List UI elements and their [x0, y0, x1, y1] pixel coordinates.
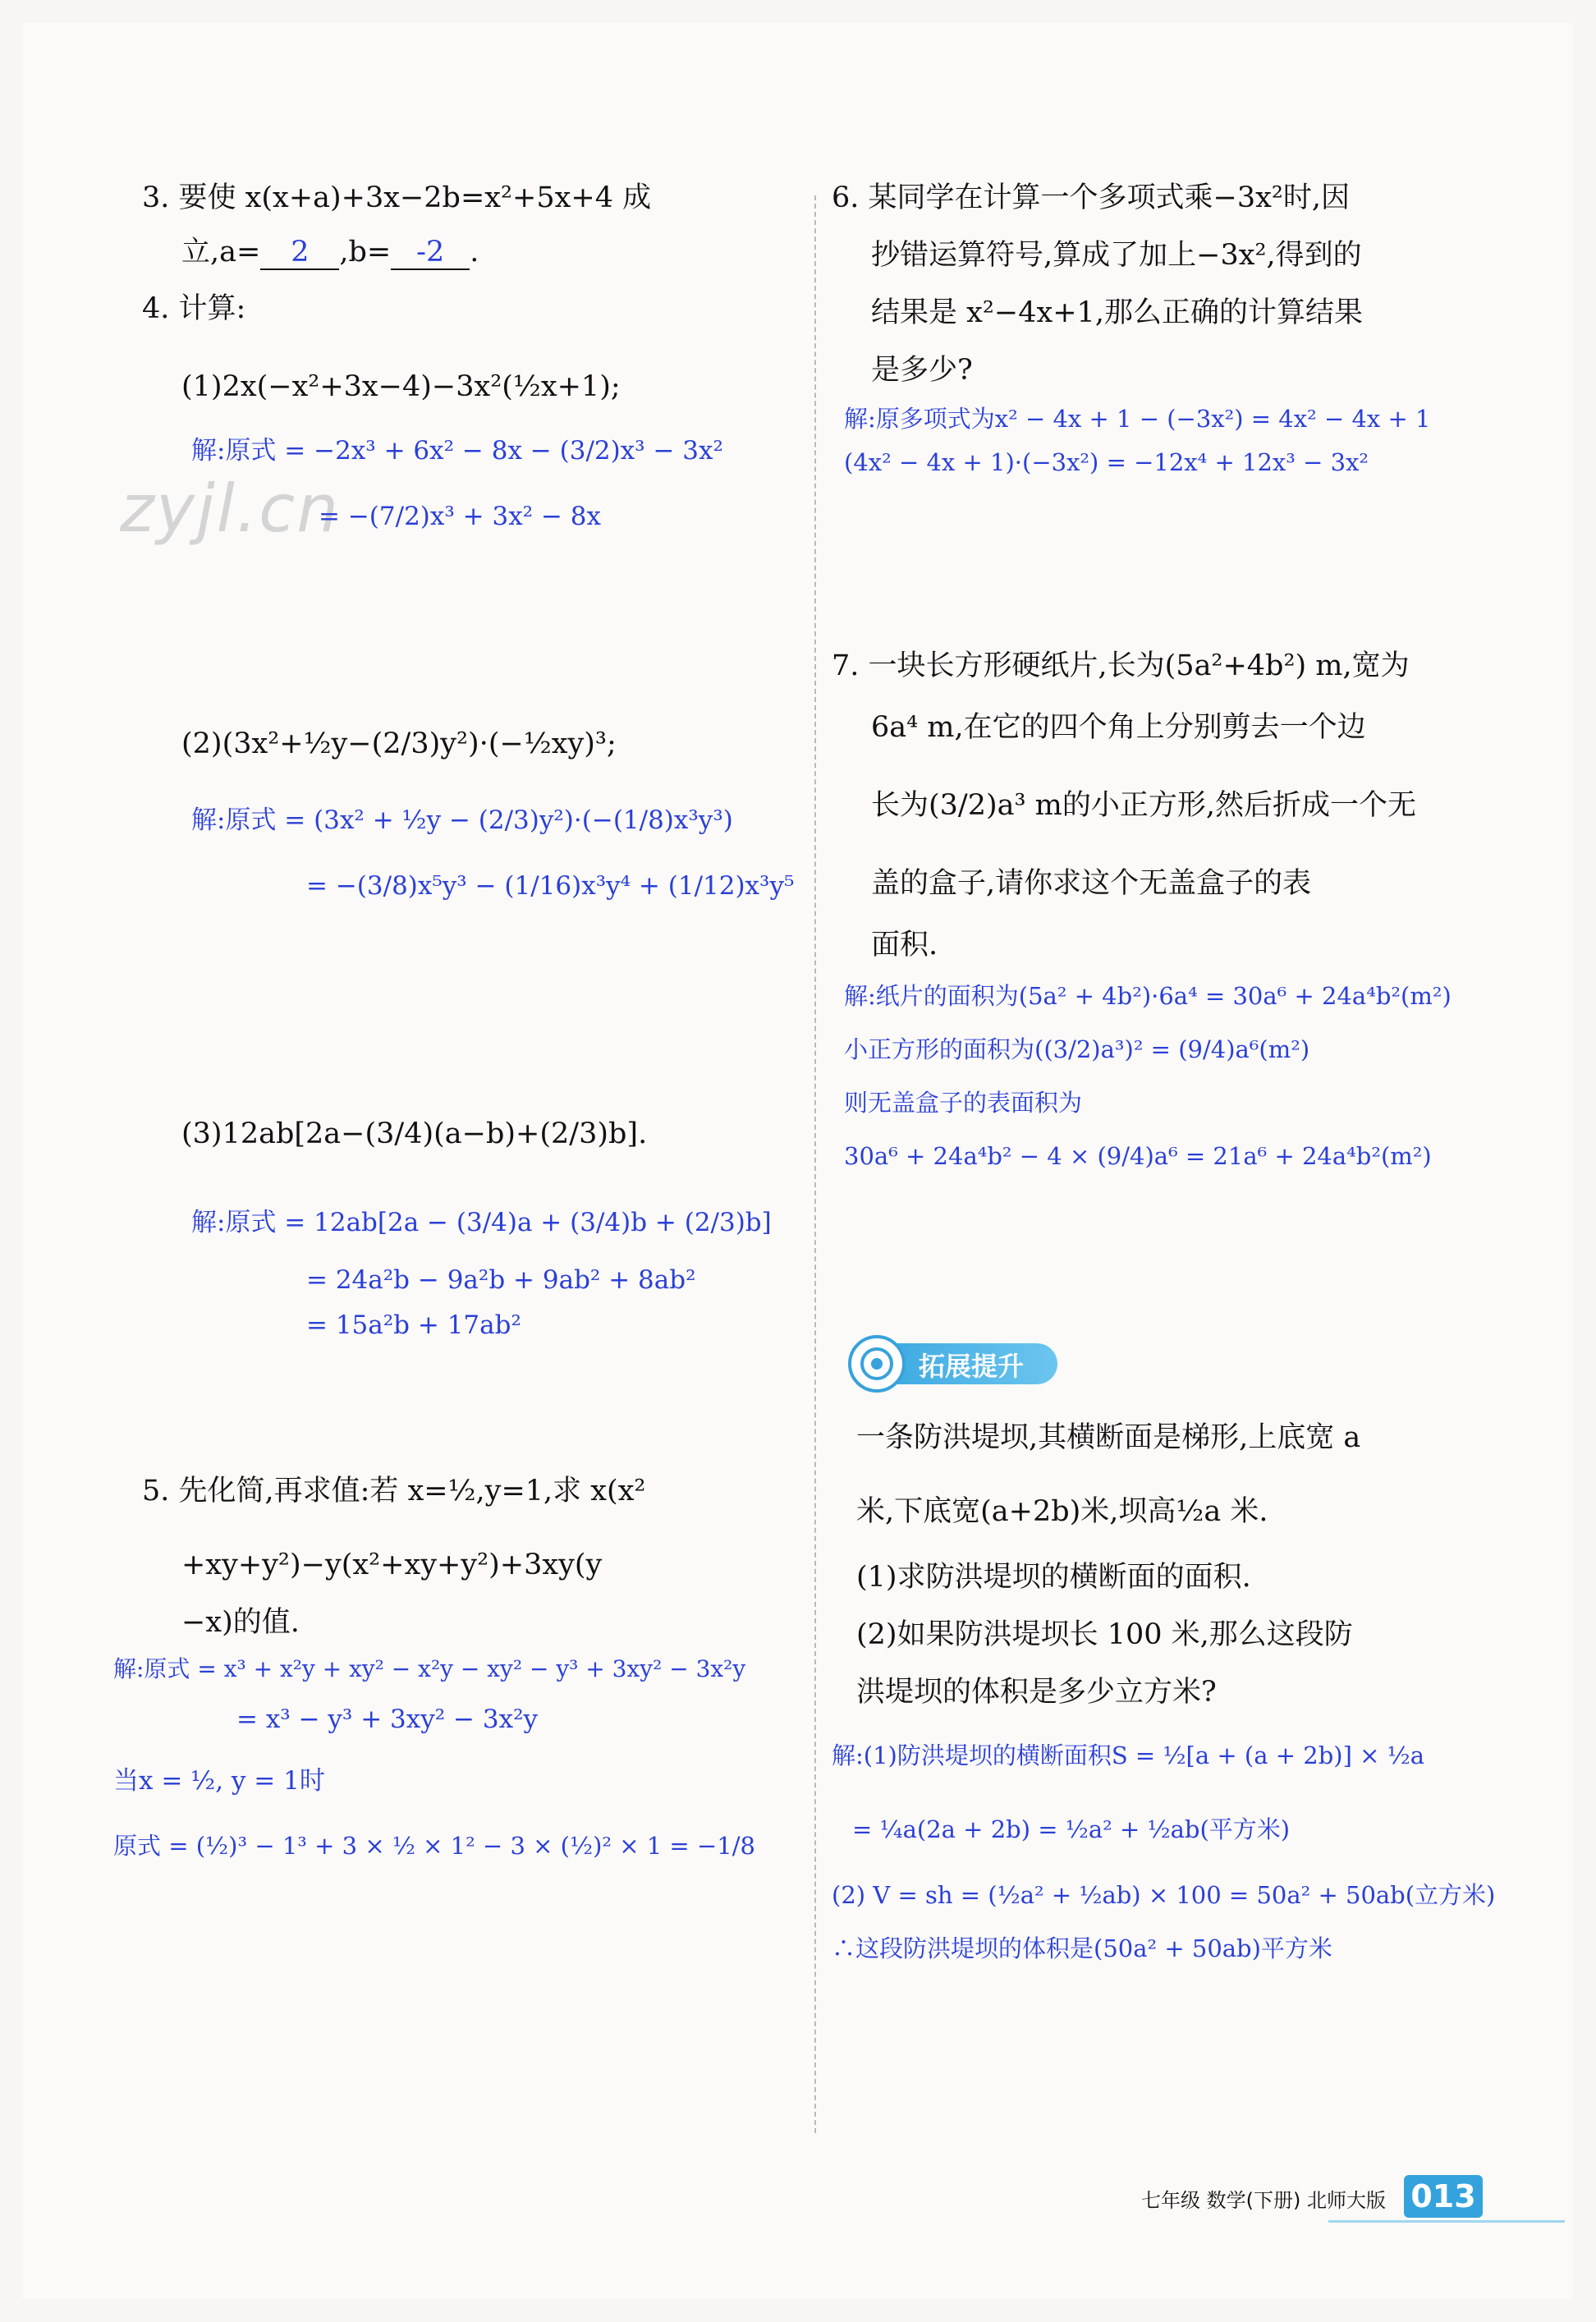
solution-6-line1: 解:原多项式为x² − 4x + 1 − (−3x²) = 4x² − 4x + 1	[844, 405, 1431, 433]
target-icon	[848, 1335, 906, 1393]
solution-ext-line4: ∴这段防洪堤坝的体积是(50a² + 50ab)平方米	[832, 1934, 1332, 1962]
question-6-line3: 结果是 x²−4x+1,那么正确的计算结果	[871, 296, 1363, 329]
solution-4-2-line2: = −(3/8)x⁵y³ − (1/16)x³y⁴ + (1/12)x³y⁵	[306, 871, 795, 901]
question-5-line1: 5. 先化简,再求值:若 x=½,y=1,求 x(x²	[142, 1475, 646, 1507]
solution-6-line2: (4x² − 4x + 1)·(−3x²) = −12x⁴ + 12x³ − 3x²	[844, 448, 1369, 476]
page-number: 013	[1404, 2175, 1483, 2218]
solution-5-line2: = x³ − y³ + 3xy² − 3x²y	[236, 1705, 539, 1734]
question-7-line1: 7. 一块长方形硬纸片,长为(5a²+4b²) m,宽为	[832, 649, 1410, 682]
column-divider	[814, 195, 816, 2133]
badge-label: 拓展提升	[919, 1351, 1025, 1382]
question-3-line1: 3. 要使 x(x+a)+3x−2b=x²+5x+4 成	[142, 181, 652, 214]
question-7-line2: 6a⁴ m,在它的四个角上分别剪去一个边	[871, 711, 1366, 744]
question-5-line3: −x)的值.	[181, 1606, 300, 1639]
solution-7-line4: 30a⁶ + 24a⁴b² − 4 × (9/4)a⁶ = 21a⁶ + 24a⁴b²(m²)	[844, 1142, 1432, 1170]
question-7-line4: 盖的盒子,请你求这个无盖盒子的表	[871, 867, 1312, 900]
solution-ext-line2: = ¼a(2a + 2b) = ½a² + ½ab(平方米)	[852, 1815, 1291, 1843]
footer-book-info: 七年级 数学(下册) 北师大版	[1141, 2189, 1386, 2212]
solution-5-line4: 原式 = (½)³ − 1³ + 3 × ½ × 1² − 3 × (½)² × 1 = −1/8	[113, 1832, 755, 1860]
solution-4-3-line3: = 15a²b + 17ab²	[306, 1310, 521, 1340]
extension-question-line5: 洪堤坝的体积是多少立方米?	[856, 1676, 1217, 1709]
question-4-part2: (2)(3x²+½y−(2/3)y²)·(−½xy)³;	[181, 727, 617, 760]
answer-blank-a: 2	[260, 238, 339, 270]
section-badge	[848, 1335, 1062, 1393]
question-3-text-c: .	[470, 236, 479, 268]
extension-question-line3: (1)求防洪堤坝的横断面的面积.	[856, 1561, 1251, 1594]
question-4-title: 4. 计算:	[142, 292, 246, 325]
extension-question-line1: 一条防洪堤坝,其横断面是梯形,上底宽 a	[856, 1421, 1361, 1454]
solution-7-line3: 则无盖盒子的表面积为	[844, 1089, 1083, 1117]
question-3-line2	[181, 233, 479, 272]
question-4-part1: (1)2x(−x²+3x−4)−3x²(½x+1);	[181, 370, 621, 403]
question-5-line2: +xy+y²)−y(x²+xy+y²)+3xy(y	[181, 1549, 603, 1581]
question-7-line5: 面积.	[871, 929, 938, 961]
footer-rule	[1328, 2220, 1565, 2223]
answer-blank-b: -2	[391, 238, 470, 270]
solution-4-2-line1: 解:原式 = (3x² + ½y − (2/3)y²)·(−(1/8)x³y³)	[191, 805, 733, 835]
solution-4-1-line2: = −(7/2)x³ + 3x² − 8x	[319, 502, 601, 531]
page-footer	[1082, 2173, 1575, 2222]
solution-4-3-line1: 解:原式 = 12ab[2a − (3/4)a + (3/4)b + (2/3)b]	[191, 1208, 772, 1237]
question-6-line4: 是多少?	[871, 354, 973, 387]
question-3-text-b: ,b=	[339, 236, 392, 268]
question-7-line3: 长为(3/2)a³ m的小正方形,然后折成一个无	[871, 789, 1416, 822]
page	[23, 23, 1573, 2299]
watermark: zyjl.cn	[120, 470, 340, 547]
solution-7-line1: 解:纸片的面积为(5a² + 4b²)·6a⁴ = 30a⁶ + 24a⁴b²(m²)	[844, 982, 1452, 1010]
question-3-text-a: 立,a=	[181, 236, 261, 268]
extension-question-line4: (2)如果防洪堤坝长 100 米,那么这段防	[856, 1618, 1353, 1651]
solution-ext-line1: 解:(1)防洪堤坝的横断面积S = ½[a + (a + 2b)] × ½a	[832, 1742, 1425, 1769]
solution-7-line2: 小正方形的面积为((3/2)a³)² = (9/4)a⁶(m²)	[844, 1035, 1310, 1063]
question-4-part3: (3)12ab[2a−(3/4)(a−b)+(2/3)b].	[181, 1117, 648, 1150]
extension-question-line2: 米,下底宽(a+2b)米,坝高½a 米.	[856, 1495, 1268, 1528]
solution-4-1-line1: 解:原式 = −2x³ + 6x² − 8x − (3/2)x³ − 3x²	[191, 436, 723, 466]
solution-4-3-line2: = 24a²b − 9a²b + 9ab² + 8ab²	[306, 1265, 696, 1295]
question-6-line1: 6. 某同学在计算一个多项式乘−3x²时,因	[832, 181, 1351, 214]
solution-5-line3: 当x = ½, y = 1时	[113, 1766, 325, 1796]
question-6-line2: 抄错运算符号,算成了加上−3x²,得到的	[871, 239, 1362, 272]
solution-ext-line3: (2) V = sh = (½a² + ½ab) × 100 = 50a² + 50ab(立方米)	[832, 1881, 1496, 1909]
solution-5-line1: 解:原式 = x³ + x²y + xy² − x²y − xy² − y³ + 3xy² − 3x²y	[113, 1655, 746, 1682]
